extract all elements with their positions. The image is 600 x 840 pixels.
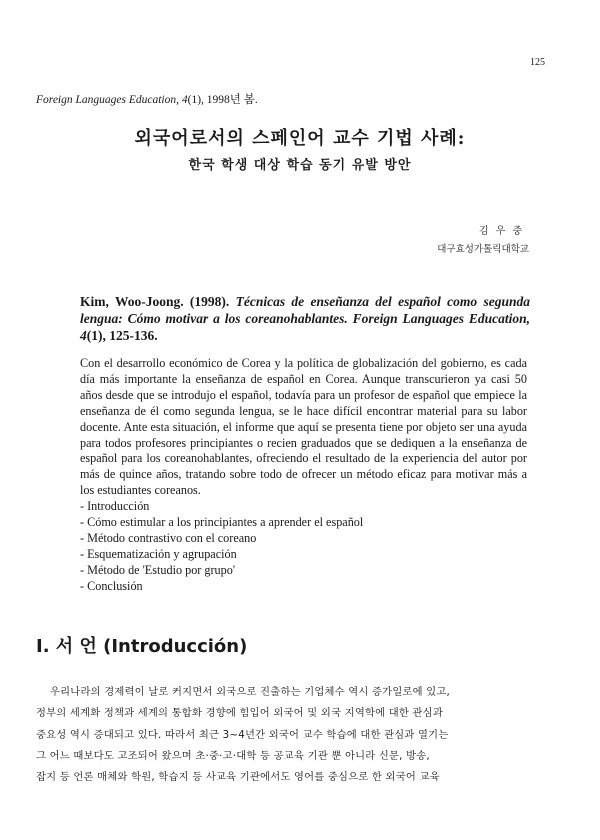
body-line: 정부의 세계화 정책과 세계의 통합화 경향에 힘입어 외국어 및 외국 지역학에 대한 관심과: [36, 707, 443, 720]
outline-item: - Esquematización y agrupación: [80, 546, 237, 561]
abstract-outline: [80, 499, 527, 594]
journal-reference: [36, 91, 258, 107]
citation: [80, 293, 530, 344]
outline-item: - Método contrastivo con el coreano: [80, 530, 257, 545]
citation-tail: (1), 125-136.: [86, 328, 158, 343]
body-line: 중요성 역시 증대되고 있다. 따라서 최근 3~4년간 외국어 교수 학습에 대한 관심과 열기는: [36, 728, 449, 741]
journal-name: Foreign Languages Education,: [36, 94, 179, 106]
outline-item: - Introducción: [80, 499, 150, 514]
body-line: 우리나라의 경제력이 날로 커지면서 외국으로 진출하는 기업체수 역시 증가일로에 있고,: [50, 686, 451, 698]
page-number: 125: [530, 57, 545, 68]
section-heading: I. 서 언 (Introducción): [36, 636, 248, 657]
paper-title: 외국어로서의 스페인어 교수 기법 사례:: [134, 128, 466, 149]
citation-lead: Kim, Woo-Joong. (1998).: [80, 294, 236, 309]
paper-subtitle: 한국 학생 대상 학습 동기 유발 방안: [188, 158, 412, 173]
author-name: 김우중: [479, 226, 529, 237]
body-line: 잡지 등 언론 매체와 학원, 학습지 등 사교육 기관에서도 영어를 중심으로 한 외국어 교육: [36, 771, 440, 784]
outline-item: - Método de 'Estudio por grupo': [80, 562, 236, 577]
journal-volume: 4: [181, 94, 188, 106]
citation-title: Técnicas de enseñanza del español como segunda lengua: Cómo motivar a los coreanohablantes. Foreign Languages Education, 4: [80, 294, 530, 343]
abstract-paragraph: Con el desarrollo económico de Corea y la política de globalización del gobierno, es cada día más importante la enseñanza de español en Corea. Aunque transcurieron ya casi 50 años desde que se introdujo el español, todavía para un profesor de español que empiece la enseñanza de él como segunda lengua, se le hace difícil encontrar material para su labor docente. Ante esta situación, el informe que aquí se presenta tiene por objeto ser una ayuda para todos profesores principiantes o recien graduados que se dediquen a la enseñanza de español para los coreanohablantes, ofreciendo el resultado de la experiencia del autor por más de quince años, tratando sobre todo de ofrecer un método eficaz para motivar más a los estudiantes coreanos.: [80, 356, 527, 498]
section-body: [36, 682, 564, 788]
outline-item: - Cómo estimular a los principiantes a aprender el español: [80, 515, 364, 530]
body-line: 그 어느 때보다도 고조되어 왔으며 초·중·고·대학 등 공교육 기관 뿐 아니라 신문, 방송,: [36, 749, 430, 762]
outline-item: - Conclusión: [80, 578, 143, 593]
author-affiliation: 대구효성가톨릭대학교: [437, 244, 529, 255]
journal-issue-year: (1), 1998년 봄.: [187, 94, 258, 106]
abstract: [80, 356, 527, 595]
